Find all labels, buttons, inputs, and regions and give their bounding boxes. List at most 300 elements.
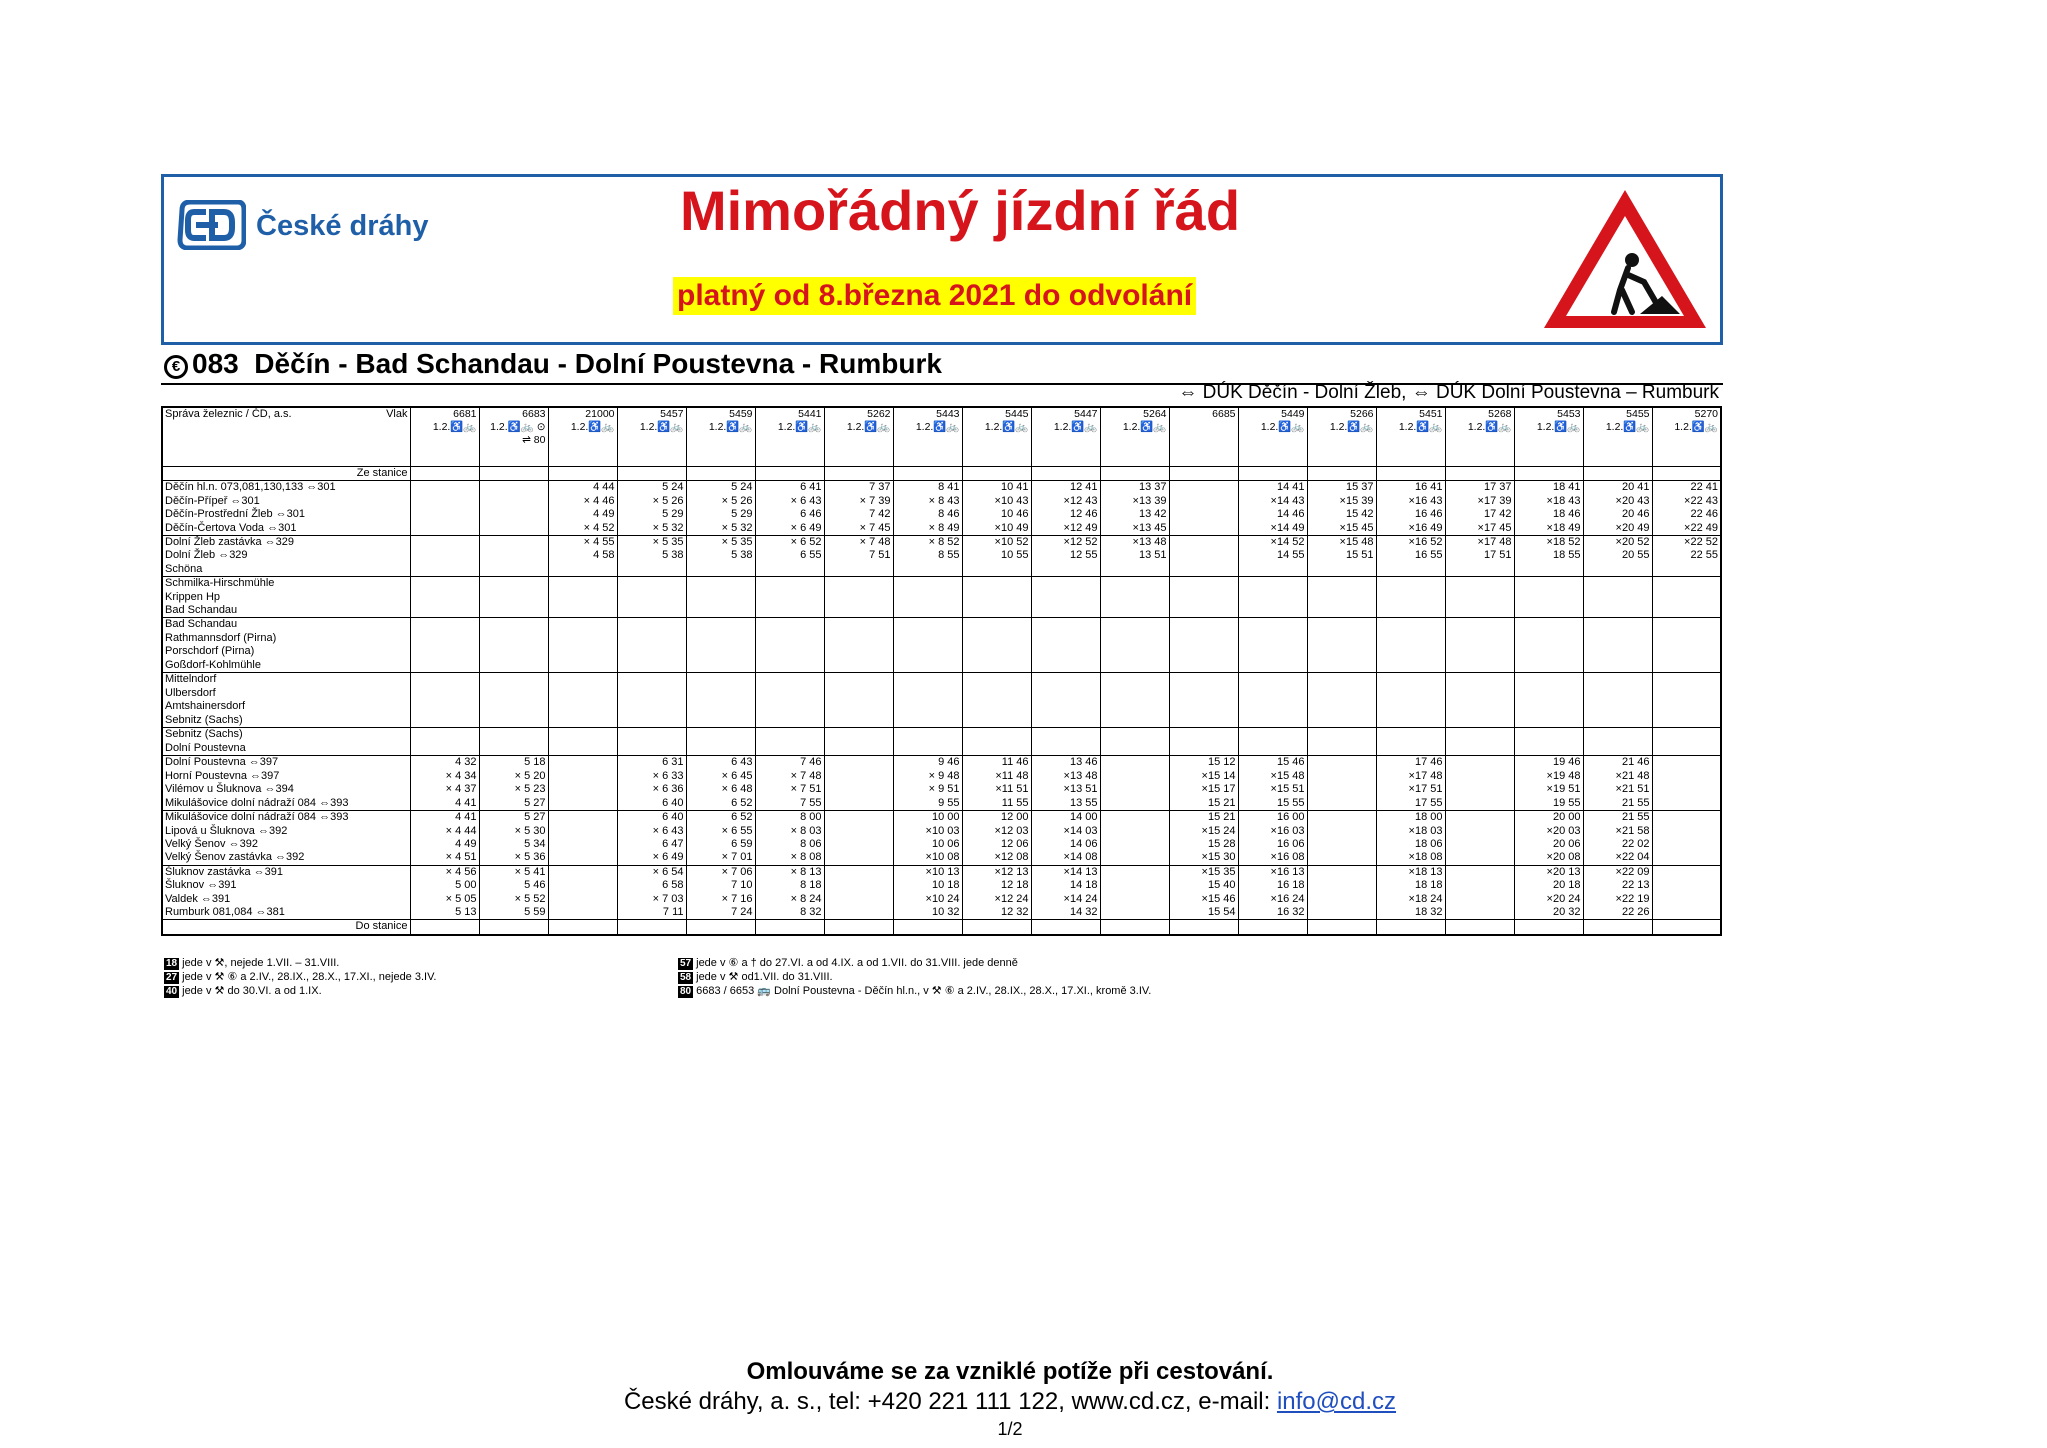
- train-class: 1.2.♿🚲: [1467, 421, 1512, 433]
- time-cell: [1583, 577, 1652, 618]
- time-cell: 4 41 × 4 44 4 49 × 4 51: [410, 811, 479, 866]
- time-cell: [617, 618, 686, 673]
- time-cell: ×10 13 10 18 ×10 24 10 32: [893, 865, 962, 920]
- time-cell: [548, 756, 617, 811]
- empty-cell: [962, 920, 1031, 935]
- empty-cell: [1031, 920, 1100, 935]
- empty-cell: [1376, 467, 1445, 481]
- train-class: 1.2.♿🚲: [1674, 421, 1718, 433]
- railway-line-icon: €: [164, 355, 188, 379]
- time-cell: [1238, 577, 1307, 618]
- time-cell: [755, 577, 824, 618]
- station-names: Bad Schandau Rathmannsdorf (Pirna) Porschdorf (Pirna) Goßdorf-Kohlmühle: [162, 618, 410, 673]
- footnote-text: jede v ⚒ ⑥ a 2.IV., 28.IX., 28.X., 17.XI., nejede 3.IV.: [182, 971, 437, 983]
- footnotes-left: [164, 956, 436, 998]
- empty-cell: [1307, 467, 1376, 481]
- train-class: 1.2.♿🚲 ⊙ ⇌ 80: [490, 421, 546, 446]
- time-cell: 6 43 × 6 45 × 6 48 6 52: [686, 756, 755, 811]
- footnote-code: 27: [166, 972, 178, 983]
- train-number: 5451: [1419, 408, 1443, 420]
- time-cell: 15 46 ×15 48 ×15 51 15 55: [1238, 756, 1307, 811]
- time-cell: ×22 52 22 55: [1652, 536, 1721, 577]
- time-cell: [1445, 618, 1514, 673]
- contact-text: České dráhy, a. s., tel: +420 221 111 122, www.cd.cz, e-mail:: [623, 1388, 1277, 1415]
- train-header: [410, 407, 479, 467]
- time-cell: [479, 577, 548, 618]
- train-number: 5268: [1488, 408, 1512, 420]
- time-cell: [1307, 728, 1376, 756]
- train-header: [479, 407, 548, 467]
- time-cell: × 7 06 7 10 × 7 16 7 24: [686, 865, 755, 920]
- time-cell: [1652, 811, 1721, 866]
- logo-text: České dráhy: [256, 210, 429, 242]
- time-cell: ×12 52 12 55: [1031, 536, 1100, 577]
- empty-cell: [686, 467, 755, 481]
- time-cell: ×14 52 14 55: [1238, 536, 1307, 577]
- footnote: [164, 984, 436, 998]
- footnote-text: jede v ⚒ od1.VII. do 31.VIII.: [696, 971, 833, 983]
- empty-cell: [1583, 920, 1652, 935]
- time-cell: 21 46 ×21 48 ×21 51 21 55: [1583, 756, 1652, 811]
- empty-cell: [1307, 920, 1376, 935]
- time-cell: [548, 577, 617, 618]
- train-header: [686, 407, 755, 467]
- empty-cell: [1652, 920, 1721, 935]
- train-number: 5455: [1626, 408, 1650, 420]
- train-class: 1.2.♿🚲: [570, 421, 615, 433]
- email-link[interactable]: info@cd.cz: [1276, 1388, 1397, 1415]
- time-cell: 5 18 × 5 20 × 5 23 5 27: [479, 756, 548, 811]
- train-class: 1.2.♿🚲: [777, 421, 822, 433]
- time-cell: [479, 536, 548, 577]
- table-row: [162, 865, 1721, 920]
- time-cell: 7 37 × 7 39 7 42 × 7 45: [824, 481, 893, 536]
- time-cell: 5 24 × 5 26 5 29 × 5 32: [686, 481, 755, 536]
- train-header: [1445, 407, 1514, 467]
- train-number: 5459: [729, 408, 753, 420]
- train-class: 1.2.♿🚲: [1329, 421, 1374, 433]
- time-cell: [1169, 481, 1238, 536]
- footnote-text: jede v ⚒, nejede 1.VII. – 31.VIII.: [182, 957, 340, 969]
- time-cell: 13 46 ×13 48 ×13 51 13 55: [1031, 756, 1100, 811]
- time-cell: × 4 56 5 00 × 5 05 5 13: [410, 865, 479, 920]
- time-cell: [1169, 577, 1238, 618]
- footnote-code: 40: [166, 986, 178, 997]
- time-cell: 16 00 ×16 03 16 06 ×16 08: [1238, 811, 1307, 866]
- time-cell: [755, 728, 824, 756]
- time-cell: [410, 481, 479, 536]
- time-cell: [824, 865, 893, 920]
- time-cell: [1100, 811, 1169, 866]
- time-cell: [1376, 673, 1445, 728]
- time-cell: [1376, 618, 1445, 673]
- train-class: 1.2.♿🚲: [1605, 421, 1650, 433]
- time-cell: [893, 577, 962, 618]
- line-number: 083: [192, 348, 239, 379]
- time-cell: [1100, 865, 1169, 920]
- time-cell: [479, 618, 548, 673]
- empty-cell: [755, 920, 824, 935]
- station-names: Dolní Poustevna ⇔397 Horní Poustevna ⇔397 Vilémov u Šluknova ⇔394 Mikulášovice dolní nádraží 084 ⇔393: [162, 756, 410, 811]
- train-number: 5266: [1350, 408, 1374, 420]
- time-cell: [1169, 728, 1238, 756]
- time-cell: [1583, 673, 1652, 728]
- time-cell: 22 41 ×22 43 22 46 ×22 49: [1652, 481, 1721, 536]
- footnote-text: jede v ⚒ do 30.VI. a od 1.IX.: [182, 985, 322, 997]
- time-cell: [1307, 811, 1376, 866]
- time-cell: 6 41 × 6 43 6 46 × 6 49: [755, 481, 824, 536]
- empty-cell: [1238, 467, 1307, 481]
- time-cell: 11 46 ×11 48 ×11 51 11 55: [962, 756, 1031, 811]
- time-cell: [1169, 618, 1238, 673]
- time-cell: × 5 41 5 46 × 5 52 5 59: [479, 865, 548, 920]
- operator-label: Správa železnic / ČD, a.s.: [165, 408, 292, 420]
- train-class: 1.2.♿🚲: [1053, 421, 1098, 433]
- time-cell: [617, 673, 686, 728]
- time-cell: [617, 577, 686, 618]
- train-class: 1.2.♿🚲: [1122, 421, 1167, 433]
- time-cell: 18 41 ×18 43 18 46 ×18 49: [1514, 481, 1583, 536]
- time-cell: [1238, 618, 1307, 673]
- empty-cell: [617, 920, 686, 935]
- time-cell: [1238, 673, 1307, 728]
- train-header: [1238, 407, 1307, 467]
- train-class: 1.2.♿🚲: [1536, 421, 1581, 433]
- contact-line: [0, 1388, 2020, 1416]
- time-cell: [479, 481, 548, 536]
- train-number: 5453: [1557, 408, 1581, 420]
- time-cell: [1652, 756, 1721, 811]
- train-header: [1100, 407, 1169, 467]
- empty-cell: [1514, 467, 1583, 481]
- time-cell: [1445, 811, 1514, 866]
- validity-banner: platný od 8.března 2021 do odvolání: [673, 277, 1196, 315]
- train-header: [893, 407, 962, 467]
- time-cell: [1238, 728, 1307, 756]
- time-cell: [1031, 673, 1100, 728]
- time-cell: ×15 35 15 40 ×15 46 15 54: [1169, 865, 1238, 920]
- time-cell: 13 37 ×13 39 13 42 ×13 45: [1100, 481, 1169, 536]
- time-cell: 6 40 × 6 43 6 47 × 6 49: [617, 811, 686, 866]
- time-cell: [548, 865, 617, 920]
- time-cell: × 6 52 6 55: [755, 536, 824, 577]
- time-cell: 21 55 ×21 58 22 02 ×22 04: [1583, 811, 1652, 866]
- train-header: [1307, 407, 1376, 467]
- time-cell: [824, 811, 893, 866]
- empty-cell: [617, 467, 686, 481]
- time-cell: 17 46 ×17 48 ×17 51 17 55: [1376, 756, 1445, 811]
- footnote-text: 6683 / 6653 🚌 Dolní Poustevna - Děčín hl.n., v ⚒ ⑥ a 2.IV., 28.IX., 28.X., 17.XI., kromě 3.IV.: [696, 985, 1152, 997]
- time-cell: [962, 618, 1031, 673]
- time-cell: [893, 618, 962, 673]
- footnotes-right: [678, 956, 1151, 998]
- train-header: [824, 407, 893, 467]
- train-class: 1.2.♿🚲: [639, 421, 684, 433]
- time-cell: × 5 35 5 38: [617, 536, 686, 577]
- train-class: 1.2.♿🚲: [984, 421, 1029, 433]
- time-cell: [824, 618, 893, 673]
- time-cell: [893, 728, 962, 756]
- table-row: [162, 756, 1721, 811]
- empty-cell: [962, 467, 1031, 481]
- train-number: 6683: [522, 408, 546, 420]
- duk-note: ⇔ DÚK Děčín - Dolní Žleb, ⇔ DÚK Dolní Poustevna – Rumburk: [1178, 382, 1719, 403]
- time-cell: [824, 728, 893, 756]
- time-cell: [410, 577, 479, 618]
- train-header: [548, 407, 617, 467]
- empty-cell: [1514, 920, 1583, 935]
- page-number: 1/2: [997, 1419, 1023, 1439]
- time-cell: × 8 52 8 55: [893, 536, 962, 577]
- time-cell: 10 41 ×10 43 10 46 ×10 49: [962, 481, 1031, 536]
- time-cell: [1376, 577, 1445, 618]
- footnote-code: 58: [680, 972, 692, 983]
- operator-cell: [162, 407, 410, 467]
- time-cell: 12 41 ×12 43 12 46 ×12 49: [1031, 481, 1100, 536]
- to-station-label: Do stanice: [162, 920, 410, 935]
- time-cell: [1100, 577, 1169, 618]
- train-header: [755, 407, 824, 467]
- footnote-text: jede v ⑥ a † do 27.VI. a od 4.IX. a od 1.VII. do 31.VIII. jede denně: [696, 957, 1018, 969]
- time-cell: [1583, 618, 1652, 673]
- time-cell: [617, 728, 686, 756]
- time-cell: [1307, 618, 1376, 673]
- table-row: [162, 673, 1721, 728]
- roadworks-warning-sign-icon: [1540, 186, 1710, 334]
- footnote: [678, 984, 1151, 998]
- time-cell: [962, 673, 1031, 728]
- time-cell: [1100, 618, 1169, 673]
- time-cell: ×17 48 17 51: [1445, 536, 1514, 577]
- time-cell: [686, 728, 755, 756]
- time-cell: × 5 35 5 38: [686, 536, 755, 577]
- train-number: 6681: [453, 408, 477, 420]
- empty-cell: [548, 920, 617, 935]
- time-cell: [1376, 728, 1445, 756]
- time-cell: 8 41 × 8 43 8 46 × 8 49: [893, 481, 962, 536]
- time-cell: ×20 52 20 55: [1583, 536, 1652, 577]
- apology-text: Omlouváme se za vzniklé potíže při cestování.: [746, 1358, 1274, 1385]
- empty-cell: [824, 467, 893, 481]
- empty-cell: [893, 920, 962, 935]
- time-cell: [824, 673, 893, 728]
- station-names: Mittelndorf Ulbersdorf Amtshainersdorf Sebnitz (Sachs): [162, 673, 410, 728]
- time-cell: × 4 55 4 58: [548, 536, 617, 577]
- train-number: 5270: [1694, 408, 1718, 420]
- empty-cell: [410, 920, 479, 935]
- time-cell: [1652, 577, 1721, 618]
- timetable: [161, 406, 1722, 936]
- station-names: Mikulášovice dolní nádraží 084 ⇔393 Lipová u Šluknova ⇔392 Velký Šenov ⇔392 Velký Šenov zastávka ⇔392: [162, 811, 410, 866]
- time-cell: 19 46 ×19 48 ×19 51 19 55: [1514, 756, 1583, 811]
- time-cell: [893, 673, 962, 728]
- train-header: [617, 407, 686, 467]
- time-cell: [548, 728, 617, 756]
- time-cell: 14 41 ×14 43 14 46 ×14 49: [1238, 481, 1307, 536]
- empty-cell: [410, 467, 479, 481]
- footnote: [678, 956, 1151, 970]
- train-number: 5264: [1143, 408, 1167, 420]
- time-cell: [755, 618, 824, 673]
- time-cell: [1100, 673, 1169, 728]
- train-header: [1169, 407, 1238, 467]
- time-cell: [1169, 536, 1238, 577]
- train-header: [1652, 407, 1721, 467]
- train-class: 1.2.♿🚲: [846, 421, 891, 433]
- table-row: [162, 577, 1721, 618]
- time-cell: [1445, 673, 1514, 728]
- time-cell: 20 00 ×20 03 20 06 ×20 08: [1514, 811, 1583, 866]
- empty-cell: [686, 920, 755, 935]
- time-cell: [962, 728, 1031, 756]
- time-cell: [410, 536, 479, 577]
- empty-cell: [1169, 920, 1238, 935]
- time-cell: 4 32 × 4 34 × 4 37 4 41: [410, 756, 479, 811]
- station-names: Dolní Žleb zastávka ⇔329 Dolní Žleb ⇔329 Schöna: [162, 536, 410, 577]
- time-cell: 6 52 × 6 55 6 59 × 7 01: [686, 811, 755, 866]
- table-row: [162, 618, 1721, 673]
- time-cell: 4 44 × 4 46 4 49 × 4 52: [548, 481, 617, 536]
- empty-cell: [1445, 920, 1514, 935]
- table-row: [162, 728, 1721, 756]
- time-cell: [1031, 577, 1100, 618]
- station-names: Schmilka-Hirschmühle Krippen Hp Bad Schandau: [162, 577, 410, 618]
- time-cell: [1583, 728, 1652, 756]
- train-number: 5262: [867, 408, 891, 420]
- time-cell: [1652, 618, 1721, 673]
- train-header: [1376, 407, 1445, 467]
- time-cell: [1652, 673, 1721, 728]
- train-number: 5447: [1074, 408, 1098, 420]
- time-cell: ×18 52 18 55: [1514, 536, 1583, 577]
- empty-cell: [1169, 467, 1238, 481]
- time-cell: ×10 52 10 55: [962, 536, 1031, 577]
- empty-cell: [893, 467, 962, 481]
- time-cell: [1169, 673, 1238, 728]
- time-cell: [1307, 673, 1376, 728]
- time-cell: ×13 48 13 51: [1100, 536, 1169, 577]
- time-cell: [410, 673, 479, 728]
- empty-cell: [1031, 467, 1100, 481]
- time-cell: [824, 577, 893, 618]
- time-cell: ×15 48 15 51: [1307, 536, 1376, 577]
- train-header: [1583, 407, 1652, 467]
- time-cell: 6 31 × 6 33 × 6 36 6 40: [617, 756, 686, 811]
- train-class: 1.2.♿🚲: [1398, 421, 1443, 433]
- time-cell: [1514, 618, 1583, 673]
- train-header: [1514, 407, 1583, 467]
- time-cell: [1031, 618, 1100, 673]
- empty-cell: [1100, 920, 1169, 935]
- empty-cell: [824, 920, 893, 935]
- page-title: Mimořádný jízdní řád: [679, 179, 1241, 242]
- empty-cell: [1583, 467, 1652, 481]
- time-cell: [1307, 577, 1376, 618]
- time-cell: ×20 13 20 18 ×20 24 20 32: [1514, 865, 1583, 920]
- time-cell: [1652, 865, 1721, 920]
- footnote: [678, 970, 1151, 984]
- table-row: [162, 536, 1721, 577]
- time-cell: [1514, 728, 1583, 756]
- line-title: [164, 348, 942, 380]
- footnote-code: 57: [680, 958, 692, 969]
- time-cell: [548, 618, 617, 673]
- train-header: [1031, 407, 1100, 467]
- time-cell: ×14 13 14 18 ×14 24 14 32: [1031, 865, 1100, 920]
- time-cell: [1307, 865, 1376, 920]
- footnote: [164, 956, 436, 970]
- empty-cell: [755, 467, 824, 481]
- train-class: 1.2.♿🚲: [1260, 421, 1305, 433]
- time-cell: [548, 811, 617, 866]
- time-cell: ×16 52 16 55: [1376, 536, 1445, 577]
- time-cell: [1514, 577, 1583, 618]
- train-number: 5441: [798, 408, 822, 420]
- empty-cell: [1238, 920, 1307, 935]
- time-cell: 12 00 ×12 03 12 06 ×12 08: [962, 811, 1031, 866]
- footnote-code: 18: [166, 958, 178, 969]
- station-names: Děčín hl.n. 073,081,130,133 ⇔301 Děčín-Přípeř ⇔301 Děčín-Prostřední Žleb ⇔301 Děčín-Čertova Voda ⇔301: [162, 481, 410, 536]
- time-cell: [1445, 577, 1514, 618]
- time-cell: ×12 13 12 18 ×12 24 12 32: [962, 865, 1031, 920]
- time-cell: × 7 48 7 51: [824, 536, 893, 577]
- train-header: [962, 407, 1031, 467]
- train-number: 5449: [1281, 408, 1305, 420]
- station-names: Šluknov zastávka ⇔391 Šluknov ⇔391 Valdek ⇔391 Rumburk 081,084 ⇔381: [162, 865, 410, 920]
- time-cell: 20 41 ×20 43 20 46 ×20 49: [1583, 481, 1652, 536]
- time-cell: 15 12 ×15 14 ×15 17 15 21: [1169, 756, 1238, 811]
- time-cell: 5 24 × 5 26 5 29 × 5 32: [617, 481, 686, 536]
- train-number: 6685: [1212, 408, 1236, 420]
- empty-cell: [479, 920, 548, 935]
- time-cell: [1031, 728, 1100, 756]
- time-cell: 15 37 ×15 39 15 42 ×15 45: [1307, 481, 1376, 536]
- time-cell: [1100, 728, 1169, 756]
- train-number: 21000: [585, 408, 615, 420]
- time-cell: 9 46 × 9 48 × 9 51 9 55: [893, 756, 962, 811]
- empty-cell: [1445, 467, 1514, 481]
- table-row: [162, 811, 1721, 866]
- time-cell: 8 00 × 8 03 8 06 × 8 08: [755, 811, 824, 866]
- time-cell: [410, 618, 479, 673]
- time-cell: 10 00 ×10 03 10 06 ×10 08: [893, 811, 962, 866]
- train-class: 1.2.♿🚲: [915, 421, 960, 433]
- time-cell: [824, 756, 893, 811]
- from-station-label: Ze stanice: [162, 467, 410, 481]
- time-cell: [1445, 756, 1514, 811]
- empty-cell: [1376, 920, 1445, 935]
- time-cell: 15 21 ×15 24 15 28 ×15 30: [1169, 811, 1238, 866]
- train-number: 5445: [1005, 408, 1029, 420]
- time-cell: [1445, 865, 1514, 920]
- time-cell: [410, 728, 479, 756]
- table-row: [162, 481, 1721, 536]
- time-cell: 17 37 ×17 39 17 42 ×17 45: [1445, 481, 1514, 536]
- time-cell: 14 00 ×14 03 14 06 ×14 08: [1031, 811, 1100, 866]
- time-cell: [686, 577, 755, 618]
- time-cell: [1652, 728, 1721, 756]
- time-cell: ×16 13 16 18 ×16 24 16 32: [1238, 865, 1307, 920]
- footnote: [164, 970, 436, 984]
- empty-cell: [1100, 467, 1169, 481]
- time-cell: [1100, 756, 1169, 811]
- time-cell: [1307, 756, 1376, 811]
- footnote-code: 80: [680, 986, 692, 997]
- time-cell: ×18 13 18 18 ×18 24 18 32: [1376, 865, 1445, 920]
- time-cell: [686, 673, 755, 728]
- train-label: Vlak: [386, 408, 408, 420]
- time-cell: × 8 13 8 18 × 8 24 8 32: [755, 865, 824, 920]
